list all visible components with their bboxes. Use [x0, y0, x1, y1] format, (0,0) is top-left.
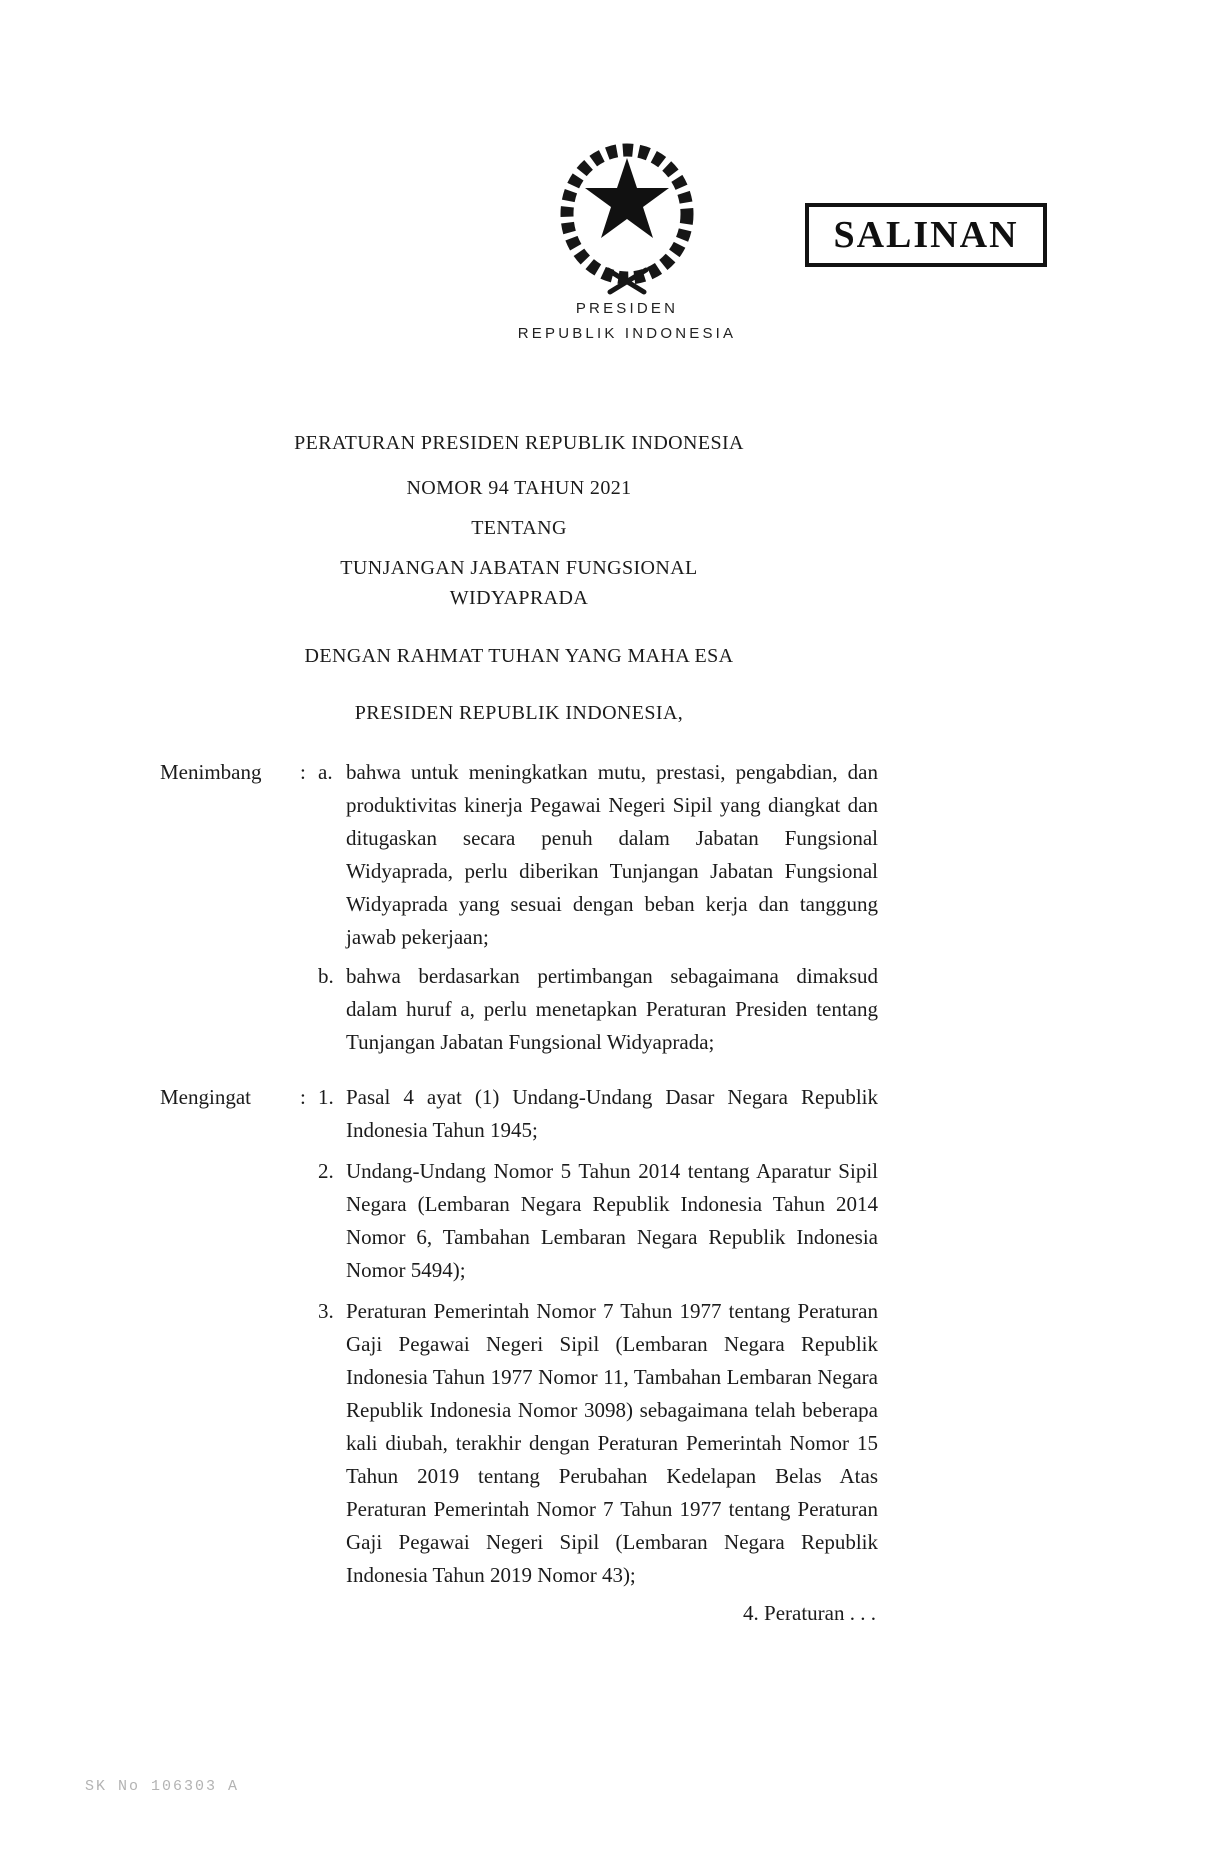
item-marker: b.	[318, 964, 334, 988]
item-marker: 2.	[318, 1159, 334, 1183]
mengingat-colon: :	[300, 1085, 306, 1109]
invocation-line: DENGAN RAHMAT TUHAN YANG MAHA ESA	[304, 645, 734, 667]
item-text: Pasal 4 ayat (1) Undang-Undang Dasar Negara Republik Indonesia Tahun 1945;	[346, 1085, 878, 1142]
document-body	[160, 0, 878, 1630]
item-text: Undang-Undang Nomor 5 Tahun 2014 tentang Aparatur Sipil Negara (Lembaran Negara Republik Indonesia Tahun 2014 Nomor 6, Tambahan Lembaran Negara Republik Indonesia Nomor 5494);	[346, 1159, 878, 1282]
mengingat-label: Mengingat	[160, 1085, 251, 1109]
subject-title-line2: WIDYAPRADA	[449, 587, 589, 609]
item-marker: 3.	[318, 1299, 334, 1323]
catchword-next-item: 4. Peraturan . . .	[743, 1601, 876, 1625]
item-text: bahwa untuk meningkatkan mutu, prestasi, pengabdian, dan produktivitas kinerja Pegawai Negeri Sipil yang diangkat dan ditugaskan secara penuh dalam Jabatan Fungsional Widyaprada, perlu diberikan Tunjangan Jabatan Fungsional Widyaprada yang sesuai dengan beban kerja dan tanggung jawab pekerjaan;	[346, 760, 878, 949]
item-text: Peraturan Pemerintah Nomor 7 Tahun 1977 tentang Peraturan Gaji Pegawai Negeri Sipil (Lembaran Negara Republik Indonesia Tahun 1977 Nomor 11, Tambahan Lembaran Negara Republik Indonesia Nomor 3098) sebagaimana telah beberapa kali diubah, terakhir dengan Peraturan Pemerintah Nomor 15 Tahun 2019 tentang Perubahan Kedelapan Belas Atas Peraturan Pemerintah Nomor 7 Tahun 1977 tentang Peraturan Gaji Pegawai Negeri Sipil (Lembaran Negara Republik Indonesia Tahun 2019 Nomor 43);	[346, 1299, 878, 1587]
authority-line: PRESIDEN REPUBLIK INDONESIA,	[354, 702, 684, 724]
letterhead-republik-indonesia: REPUBLIK INDONESIA	[517, 325, 737, 342]
footer-print-code: SK No 106303 A	[85, 1778, 240, 1795]
menimbang-label: Menimbang	[160, 760, 262, 784]
regulation-heading: PERATURAN PRESIDEN REPUBLIK INDONESIA	[294, 432, 744, 454]
tentang-label: TENTANG	[471, 517, 567, 539]
letterhead-presiden: PRESIDEN	[575, 300, 679, 317]
subject-title-line1: TUNJANGAN JABATAN FUNGSIONAL	[340, 557, 698, 579]
menimbang-section	[160, 756, 878, 1059]
item-marker: 1.	[318, 1085, 334, 1109]
item-marker: a.	[318, 760, 333, 784]
menimbang-colon: :	[300, 760, 306, 784]
item-text: bahwa berdasarkan pertimbangan sebagaimana dimaksud dalam huruf a, perlu menetapkan Peraturan Presiden tentang Tunjangan Jabatan Fungsional Widyaprada;	[346, 964, 878, 1054]
regulation-number: NOMOR 94 TAHUN 2021	[406, 477, 632, 499]
salinan-stamp-label: SALINAN	[833, 214, 1019, 256]
mengingat-section	[160, 1081, 878, 1592]
